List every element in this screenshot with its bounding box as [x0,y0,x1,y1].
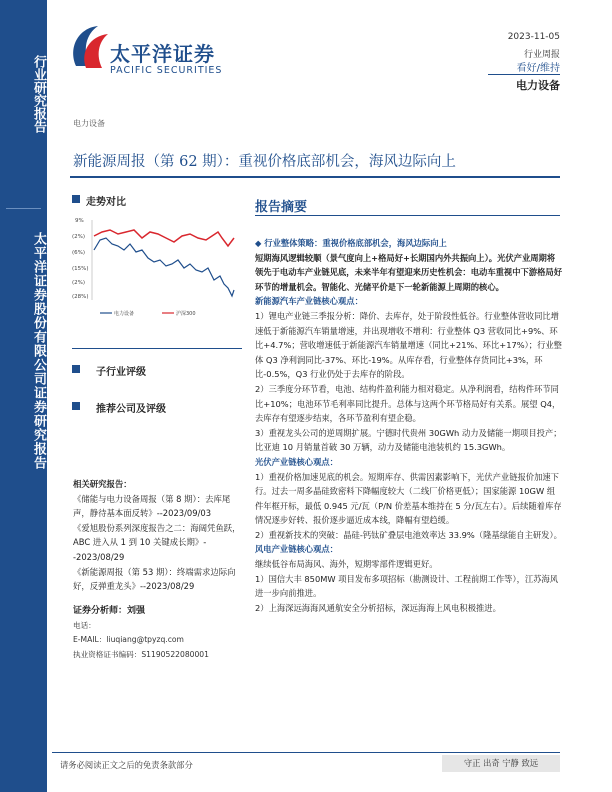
ytick-label: (2%) [72,234,86,240]
section-marker-icon [72,365,80,373]
summary-paragraph: 1）重视价格加速见底的机会。短期库存、供需因素影响下，光伏产业链报价加速下行。过去一周多晶硅致密料下降幅度较大（二线厂价格更低）；国家能源 10GW 组件年框开标，最低 0.945 元/瓦（P/N 价差基本维持在 5 分/瓦左右）。后续随着库存情况逐步好转、报价逐步逼近成本线，降幅有望趋缓。 [255,471,562,526]
summary-paragraph: 1）锂电产业链三季报分析：降价、去库存，处于阶段性低谷。行业整体营收同比增速低于新能源汽车销量增速，并出现增收不增利：行业整体 Q3 营收同比+9%、环比+4.7%；营收增速低于新能源汽车销量增速（同比+21%、环比+17%）；行业整体 Q3 净利润同比-37%、环比-19%。从库存看，行业整体存货同比+3%，环比-0.5%，Q3 行业仍处于去库存的阶段。 [255,310,562,380]
ytick-label: (2%) [72,280,86,286]
analyst-info [73,604,243,662]
summary-paragraph: 2）重视新技术的突破：晶硅-钙钛矿叠层电池效率达 33.9%（隆基绿能自主研发）。 [255,529,562,540]
footer-motto: 守正 出奇 宁静 致远 [442,755,560,772]
summary-paragraph: 3）重视龙头公司的逆周期扩展。宁德时代贵州 30GWh 动力及储能一期项目投产；比亚迪 10 月销量首破 30 万辆，动力及储能电池装机约 15.3GWh。 [255,427,562,453]
series-line-index [94,230,234,246]
summary-paragraph: 2）上海深远海海风通航安全分析招标，深远海海上风电积极推进。 [255,602,501,613]
legend-label: 电力设备 [114,311,135,317]
summary-subheading: 新能源汽车产业链核心观点： [255,296,363,307]
analyst-email[interactable]: E-MAIL：liuqiang@tpyzq.com [73,635,184,645]
report-type: 行业周报 [523,50,560,60]
ytick-label: (6%) [72,250,86,256]
ytick-label: 9% [75,218,84,224]
logo-text-en: PACIFIC SECURITIES [110,65,223,76]
series-line-sector [94,238,234,296]
sub-rating-heading: 子行业评级 [96,367,146,378]
trend-heading: 走势对比 [86,197,126,208]
summary-divider [255,215,560,216]
trend-chart [72,210,242,325]
sector-label: 电力设备 [516,79,560,92]
summary-subheading: ◆ 行业整体策略：重视价格底部机会，海风边际向上 [255,238,447,248]
related-report-item[interactable]: 《新能源周报（第 53 期）：终端需求边际向好，反弹重龙头》--2023/08/29 [73,566,236,592]
summary-paragraph: 继续低谷布局海风、海外，短期零部件逻辑更好。 [255,559,438,570]
section-marker-icon [72,402,80,410]
rating-label: 看好/维持 [516,63,560,74]
summary-paragraph: 短期海风逻辑较顺（景气度向上+格局好+长期国内外共振向上）。光伏产业周期将领先于电动车产业链见底，未来半年有望迎来历史性机会：电动车重视中下游格局好环节的增量机会。智能化、光储平价是下一轮新能源上周期的核心。 [255,252,562,292]
page-title: 新能源周报（第 62 期）：重视价格底部机会，海风边际向上 [73,154,456,170]
header-divider [488,74,560,75]
related-report-item[interactable]: 《储能与电力设备周报（第 8 期）：去库尾声，静待基本面反转》--2023/09/03 [73,493,231,519]
legend-label: 沪深300 [176,311,196,317]
breadcrumb: 电力设备 [73,119,105,128]
chart-divider [72,348,242,349]
related-reports [73,477,243,594]
summary-subheading: 光伏产业链核心观点： [255,456,338,467]
analyst-phone: 电话： [73,620,96,630]
summary-heading: 报告摘要 [255,200,308,215]
analyst-cert: 执业资格证书编码：S1190522080001 [73,649,209,659]
summary-paragraph: 2）三季度分环节看，电池、结构件盈利能力相对稳定。从净利润看，结构件环节同比+10%；电池环节毛利率同比提升。总体与这两个环节格局好有关系。展望 Q4，去库存有望逐步结束，各环节盈利有望企稳。 [255,383,561,424]
ytick-label: (28%) [72,294,89,300]
section-marker-icon [72,195,80,203]
analyst-heading: 证券分析师：刘强 [73,606,146,616]
summary-subheading: 风电产业链核心观点： [255,544,338,555]
sidebar-divider [6,208,41,209]
report-date: 2023-11-05 [507,32,560,42]
sidebar-report-type: 行业研究报告 [31,55,46,133]
summary-body [255,236,562,615]
ytick-label: (15%) [72,266,89,272]
summary-paragraph: 1）国信大丰 850MW 项目发布多项招标（勘测设计、工程前期工作等），江苏海风进一步向前推进。 [255,573,559,599]
footer-disclaimer: 请务必阅读正文之后的免责条款部分 [60,760,193,770]
footer-divider [52,752,560,753]
related-heading: 相关研究报告： [73,479,132,489]
title-divider [70,176,560,178]
companies-heading: 推荐公司及评级 [96,404,166,415]
sidebar-firm-report: 太平洋证券股份有限公司证券研究报告 [31,232,46,470]
logo-text-cn: 太平洋证券 [110,42,215,66]
related-report-item[interactable]: 《爱旭股份系列深度报告之二：海阔凭鱼跃，ABC 进入从 1 到 10 关键成长期》--2023/08/29 [73,522,241,562]
